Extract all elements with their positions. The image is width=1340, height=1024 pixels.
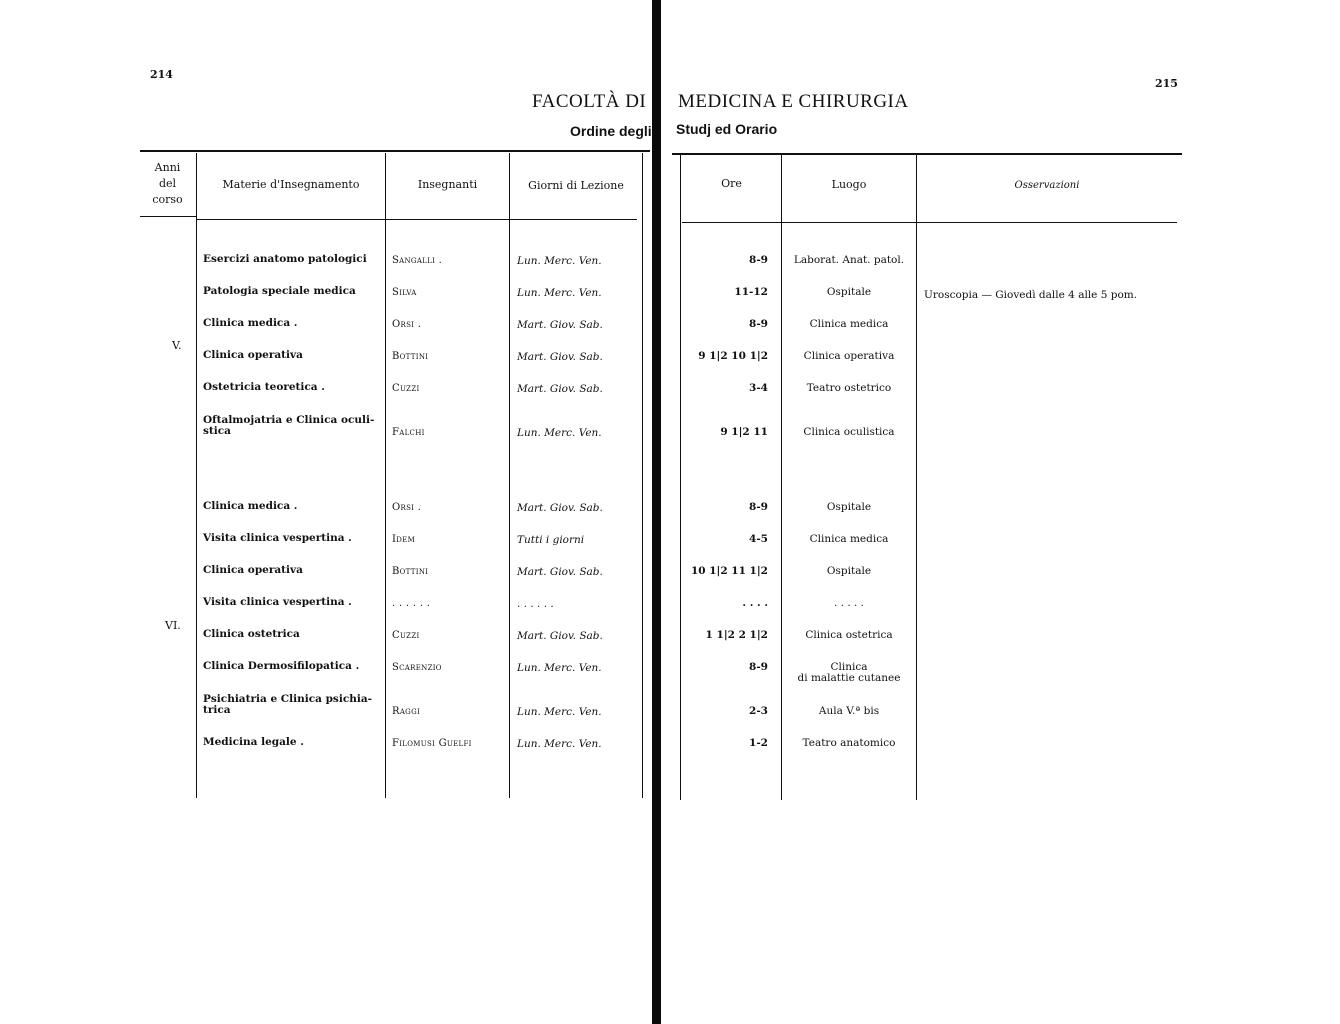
row-materia: Patologia speciale medica (203, 285, 356, 297)
row-giorni: Lun. Merc. Ven. (517, 738, 602, 750)
row-insegnante: Raggi (392, 706, 421, 717)
page-number-right: 215 (1155, 77, 1178, 90)
row-luogo: Clinica medica (809, 318, 889, 330)
row-luogo: Ospitale (826, 565, 872, 577)
row-ore: 8-9 (749, 661, 768, 673)
row-giorni: Tutti i giorni (517, 534, 585, 546)
anni-rule (140, 216, 197, 217)
row-giorni: Lun. Merc. Ven. (517, 427, 602, 439)
row-giorni: Mart. Giov. Sab. (517, 566, 603, 578)
header-ore: Ore (721, 177, 742, 190)
row-materia: Visita clinica vespertina . (203, 596, 352, 608)
header-giorni: Giorni di Lezione (528, 179, 624, 192)
row-ore: 8-9 (749, 318, 768, 330)
row-giorni: Lun. Merc. Ven. (517, 255, 602, 267)
row-materia: Clinica operativa (203, 349, 303, 361)
row-ore: 4-5 (749, 533, 768, 545)
row-giorni: Mart. Giov. Sab. (517, 319, 603, 331)
row-materia: Clinica medica . (203, 317, 298, 329)
row-giorni: . . . . . . (517, 598, 554, 610)
row-insegnante: Sangalli . (392, 255, 443, 266)
row-insegnante: Bottini (392, 351, 429, 362)
row-materia: Clinica ostetrica (203, 628, 300, 640)
col-divider-7 (916, 155, 917, 800)
row-insegnante: Cuzzi (392, 383, 420, 394)
row-insegnante: Orsi . (392, 319, 422, 330)
book-spine (652, 0, 661, 1024)
row-materia: Clinica Dermosifilopatica . (203, 660, 360, 672)
row-materia: Esercizi anatomo patologici (203, 253, 367, 265)
row-luogo: Clinica medica (809, 533, 889, 545)
row-luogo: Clinica di malattie cutanee (797, 661, 901, 684)
header-bottom-rule-left (197, 219, 637, 220)
row-luogo: Teatro anatomico (802, 737, 896, 749)
year-label-v: V. (172, 339, 182, 352)
header-rule-left (140, 150, 650, 152)
col-divider-3 (509, 153, 510, 798)
page-number-left: 214 (150, 68, 173, 81)
row-giorni: Lun. Merc. Ven. (517, 662, 602, 674)
row-luogo: . . . . . (833, 597, 865, 609)
row-insegnante: Scarenzio (392, 662, 442, 673)
row-ore: 2-3 (749, 705, 768, 717)
col-divider-2 (385, 153, 386, 798)
row-giorni: Lun. Merc. Ven. (517, 706, 602, 718)
row-insegnante: Orsi . (392, 502, 422, 513)
subtitle-right: Studj ed Orario (676, 121, 778, 137)
row-ore: 10 1|2 11 1|2 (690, 565, 768, 577)
row-luogo: Aula V.ª bis (818, 705, 880, 717)
header-luogo: Luogo (831, 178, 867, 191)
row-giorni: Mart. Giov. Sab. (517, 383, 603, 395)
subtitle-left: Ordine degli (570, 123, 652, 139)
row-ore: 1 1|2 2 1|2 (705, 629, 768, 641)
row-ore: 3-4 (749, 382, 768, 394)
row-insegnante: Idem (392, 534, 416, 545)
header-insegnanti: Insegnanti (417, 178, 478, 191)
header-anni: Anni del corso (152, 161, 183, 206)
row-insegnante: Silva (392, 287, 417, 298)
row-luogo: Teatro ostetrico (806, 382, 892, 394)
row-luogo: Clinica operativa (803, 350, 895, 362)
row-ore: 11-12 (734, 286, 768, 298)
row-materia: Clinica medica . (203, 500, 298, 512)
row-ore: 9 1|2 10 1|2 (698, 350, 768, 362)
row-giorni: Mart. Giov. Sab. (517, 630, 603, 642)
col-divider-6 (781, 155, 782, 800)
row-luogo: Clinica ostetrica (805, 629, 893, 641)
row-materia: Medicina legale . (203, 736, 304, 748)
col-divider-5 (680, 155, 681, 800)
year-label-vi: VI. (165, 619, 181, 632)
row-ore: 9 1|2 11 (720, 426, 768, 438)
row-giorni: Lun. Merc. Ven. (517, 287, 602, 299)
row-ore: . . . . (742, 597, 768, 609)
row-ore: 8-9 (749, 254, 768, 266)
row-materia: Visita clinica vespertina . (203, 532, 352, 544)
col-divider-1 (196, 153, 197, 798)
row-luogo: Ospitale (826, 286, 872, 298)
title-right: MEDICINA E CHIRURGIA (678, 91, 909, 112)
row-luogo: Ospitale (826, 501, 872, 513)
row-insegnante: . . . . . . (392, 598, 431, 609)
row-materia: Ostetricia teoretica . (203, 381, 325, 393)
row-materia: Oftalmojatria e Clinica oculi- stica (203, 414, 375, 437)
row-insegnante: Filomusi Guelfi (392, 738, 472, 749)
row-ore: 8-9 (749, 501, 768, 513)
header-materie: Materie d'Insegnamento (222, 178, 360, 191)
row-ore: 1-2 (749, 737, 768, 749)
header-osservazioni: Osservazioni (1014, 180, 1080, 191)
row-giorni: Mart. Giov. Sab. (517, 502, 603, 514)
row-materia: Psichiatria e Clinica psichia- trica (203, 693, 373, 716)
row-materia: Clinica operativa (203, 564, 303, 576)
row-insegnante: Bottini (392, 566, 429, 577)
row-insegnante: Falchi (392, 427, 425, 438)
title-left: FACOLTÀ DI (532, 91, 647, 112)
header-rule-right (672, 153, 1182, 155)
row-luogo: Clinica oculistica (803, 426, 895, 438)
col-divider-4 (642, 153, 643, 798)
row-osservazioni: Uroscopia — Giovedì dalle 4 alle 5 pom. (924, 289, 1138, 301)
row-giorni: Mart. Giov. Sab. (517, 351, 603, 363)
header-bottom-rule-right (682, 222, 1177, 223)
row-insegnante: Cuzzi (392, 630, 420, 641)
row-luogo: Laborat. Anat. patol. (793, 254, 905, 266)
